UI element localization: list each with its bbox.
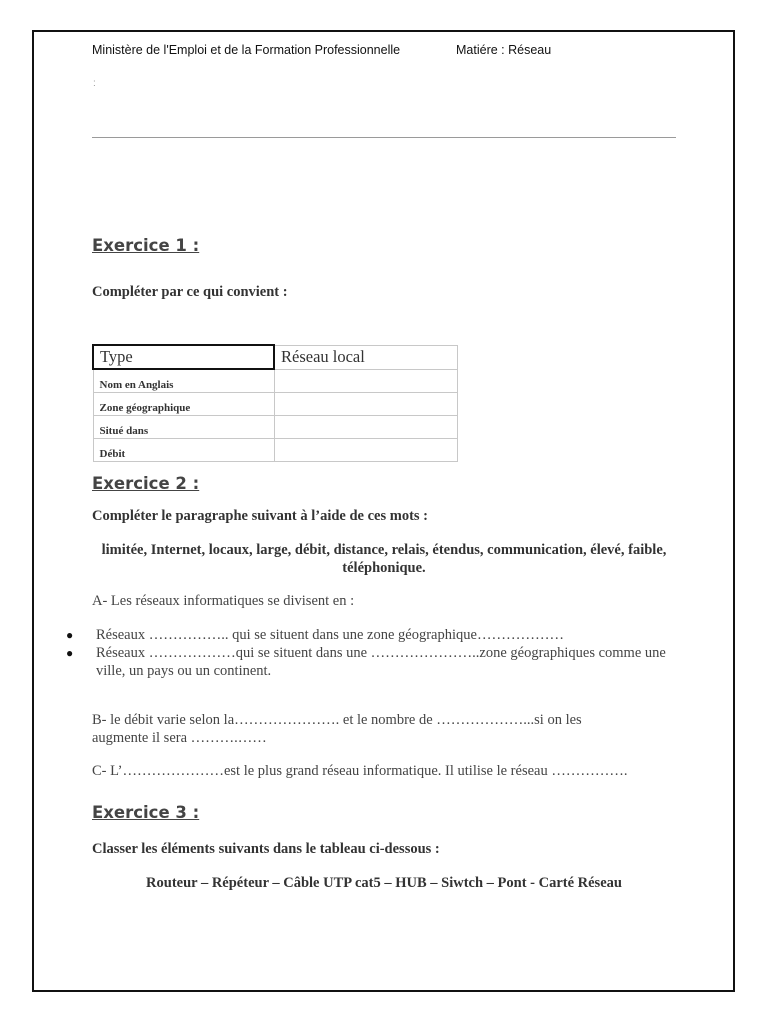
list-item [66,626,666,644]
bullet-text: Réseaux ………………qui se situent dans une …………………..zone géographiques comme une ville, un pays ou un continent. [96,645,666,679]
exercise-3-items: Routeur – Répéteur – Câble UTP cat5 – HUB – Siwtch – Pont - Carté Réseau [146,875,622,891]
header-mark: : [93,78,96,89]
exercise-3-title: Exercice 3 : [92,803,200,822]
bullet-text: Réseaux …………….. qui se situent dans une zone géographique……………… [96,627,564,643]
exercise-2-instruction: Compléter le paragraphe suivant à l’aide de ces mots : [92,508,429,524]
exercise-3-instruction: Classer les éléments suivants dans le tableau ci-dessous : [92,841,440,857]
bullet-dot-icon: ● [66,628,74,642]
part-b-line-1: B- le débit varie selon la…………………. et le nombre de ………………...si on les [92,712,582,728]
table-header-type: Type [93,345,274,369]
header-subject: Matiére : Réseau [456,43,552,57]
table-cell-label: Nom en Anglais [93,369,274,392]
part-a-text: A- Les réseaux informatiques se divisent en : [92,593,355,609]
table-cell-answer[interactable] [274,438,457,461]
table-row [93,438,457,461]
bullet-list [66,626,666,680]
part-c-text: C- L’…………………est le plus grand réseau informatique. Il utilise le réseau ……………. [92,763,628,779]
exercise-1-title: Exercice 1 : [92,236,200,255]
bullet-dot-icon: ● [66,646,74,660]
word-bank: limitée, Internet, locaux, large, débit, distance, relais, étendus, communication, élevé, faible, téléphonique. [101,542,667,576]
part-b-line-2: augmente il sera ……….…… [92,730,267,746]
table-row [93,415,457,438]
header-divider [92,137,676,138]
table-cell-answer[interactable] [274,392,457,415]
table-header-reseau-local: Réseau local [274,345,457,369]
list-item [66,644,666,680]
table-header-row [93,345,457,369]
table-cell-label: Situé dans [93,415,274,438]
table-cell-answer[interactable] [274,369,457,392]
exercise-1-instruction: Compléter par ce qui convient : [92,284,288,300]
table-cell-answer[interactable] [274,415,457,438]
table-row [93,392,457,415]
exercise-1-table [92,344,458,462]
header-ministry: Ministère de l'Emploi et de la Formation Professionnelle [92,43,401,57]
table-row [93,369,457,392]
exercise-2-title: Exercice 2 : [92,474,200,493]
table-cell-label: Débit [93,438,274,461]
table-cell-label: Zone géographique [93,392,274,415]
